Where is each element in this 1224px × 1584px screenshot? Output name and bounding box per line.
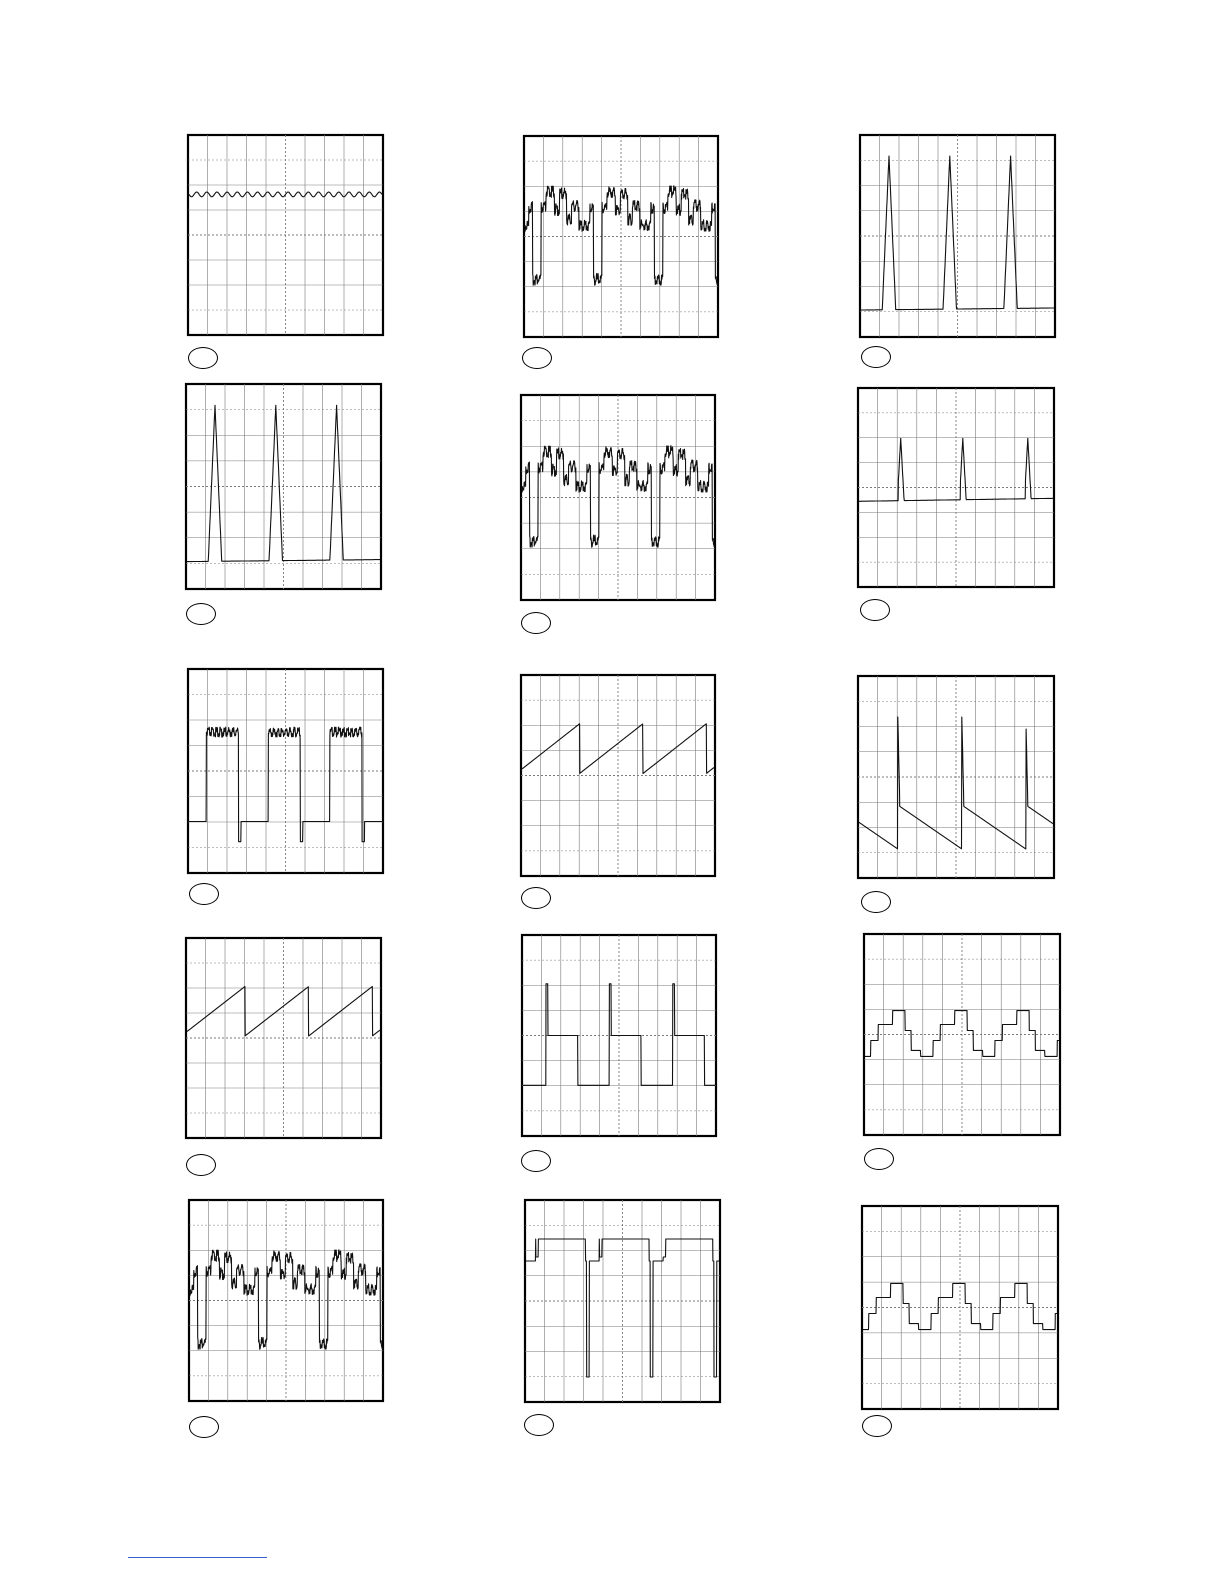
scope-svg-15 xyxy=(861,1205,1059,1410)
oscilloscope-screen-7 xyxy=(187,668,384,874)
scope-svg-14 xyxy=(524,1199,721,1403)
scope-svg-9 xyxy=(857,675,1055,879)
oscilloscope-screen-11 xyxy=(521,934,717,1137)
waveform-marker-8 xyxy=(521,887,551,909)
waveform-marker-2 xyxy=(522,347,552,369)
oscilloscope-screen-2 xyxy=(523,135,719,338)
oscilloscope-screen-13 xyxy=(188,1199,384,1402)
oscilloscope-screen-14 xyxy=(524,1199,721,1403)
scope-svg-12 xyxy=(863,933,1061,1136)
oscilloscope-screen-8 xyxy=(520,674,716,877)
waveform-marker-7 xyxy=(189,883,219,905)
waveform-marker-1 xyxy=(188,347,218,369)
oscilloscope-screen-12 xyxy=(863,933,1061,1136)
oscilloscope-screen-1 xyxy=(187,134,384,336)
scope-svg-1 xyxy=(187,134,384,336)
scope-svg-7 xyxy=(187,668,384,874)
waveform-marker-4 xyxy=(186,603,216,625)
waveform-marker-3 xyxy=(861,346,891,368)
oscilloscope-screen-9 xyxy=(857,675,1055,879)
waveform-marker-13 xyxy=(189,1416,219,1438)
scope-svg-5 xyxy=(520,394,716,601)
scope-svg-6 xyxy=(857,387,1055,588)
waveform-marker-5 xyxy=(521,612,551,634)
oscilloscope-screen-3 xyxy=(859,134,1056,338)
scope-svg-8 xyxy=(520,674,716,877)
scope-svg-13 xyxy=(188,1199,384,1402)
waveform-marker-12 xyxy=(864,1148,894,1170)
scope-svg-11 xyxy=(521,934,717,1137)
footer-link-rule xyxy=(128,1557,267,1558)
oscilloscope-screen-5 xyxy=(520,394,716,601)
waveform-marker-15 xyxy=(862,1415,892,1437)
oscilloscope-screen-6 xyxy=(857,387,1055,588)
waveform-marker-14 xyxy=(524,1414,554,1436)
waveform-marker-6 xyxy=(860,599,890,621)
oscilloscope-screen-10 xyxy=(185,937,382,1139)
scope-svg-3 xyxy=(859,134,1056,338)
waveform-marker-9 xyxy=(861,891,891,913)
oscilloscope-screen-15 xyxy=(861,1205,1059,1410)
waveform-marker-10 xyxy=(186,1154,216,1176)
scope-svg-2 xyxy=(523,135,719,338)
scope-svg-4 xyxy=(185,383,382,590)
scope-svg-10 xyxy=(185,937,382,1139)
waveform-marker-11 xyxy=(521,1150,551,1172)
oscilloscope-screen-4 xyxy=(185,383,382,590)
